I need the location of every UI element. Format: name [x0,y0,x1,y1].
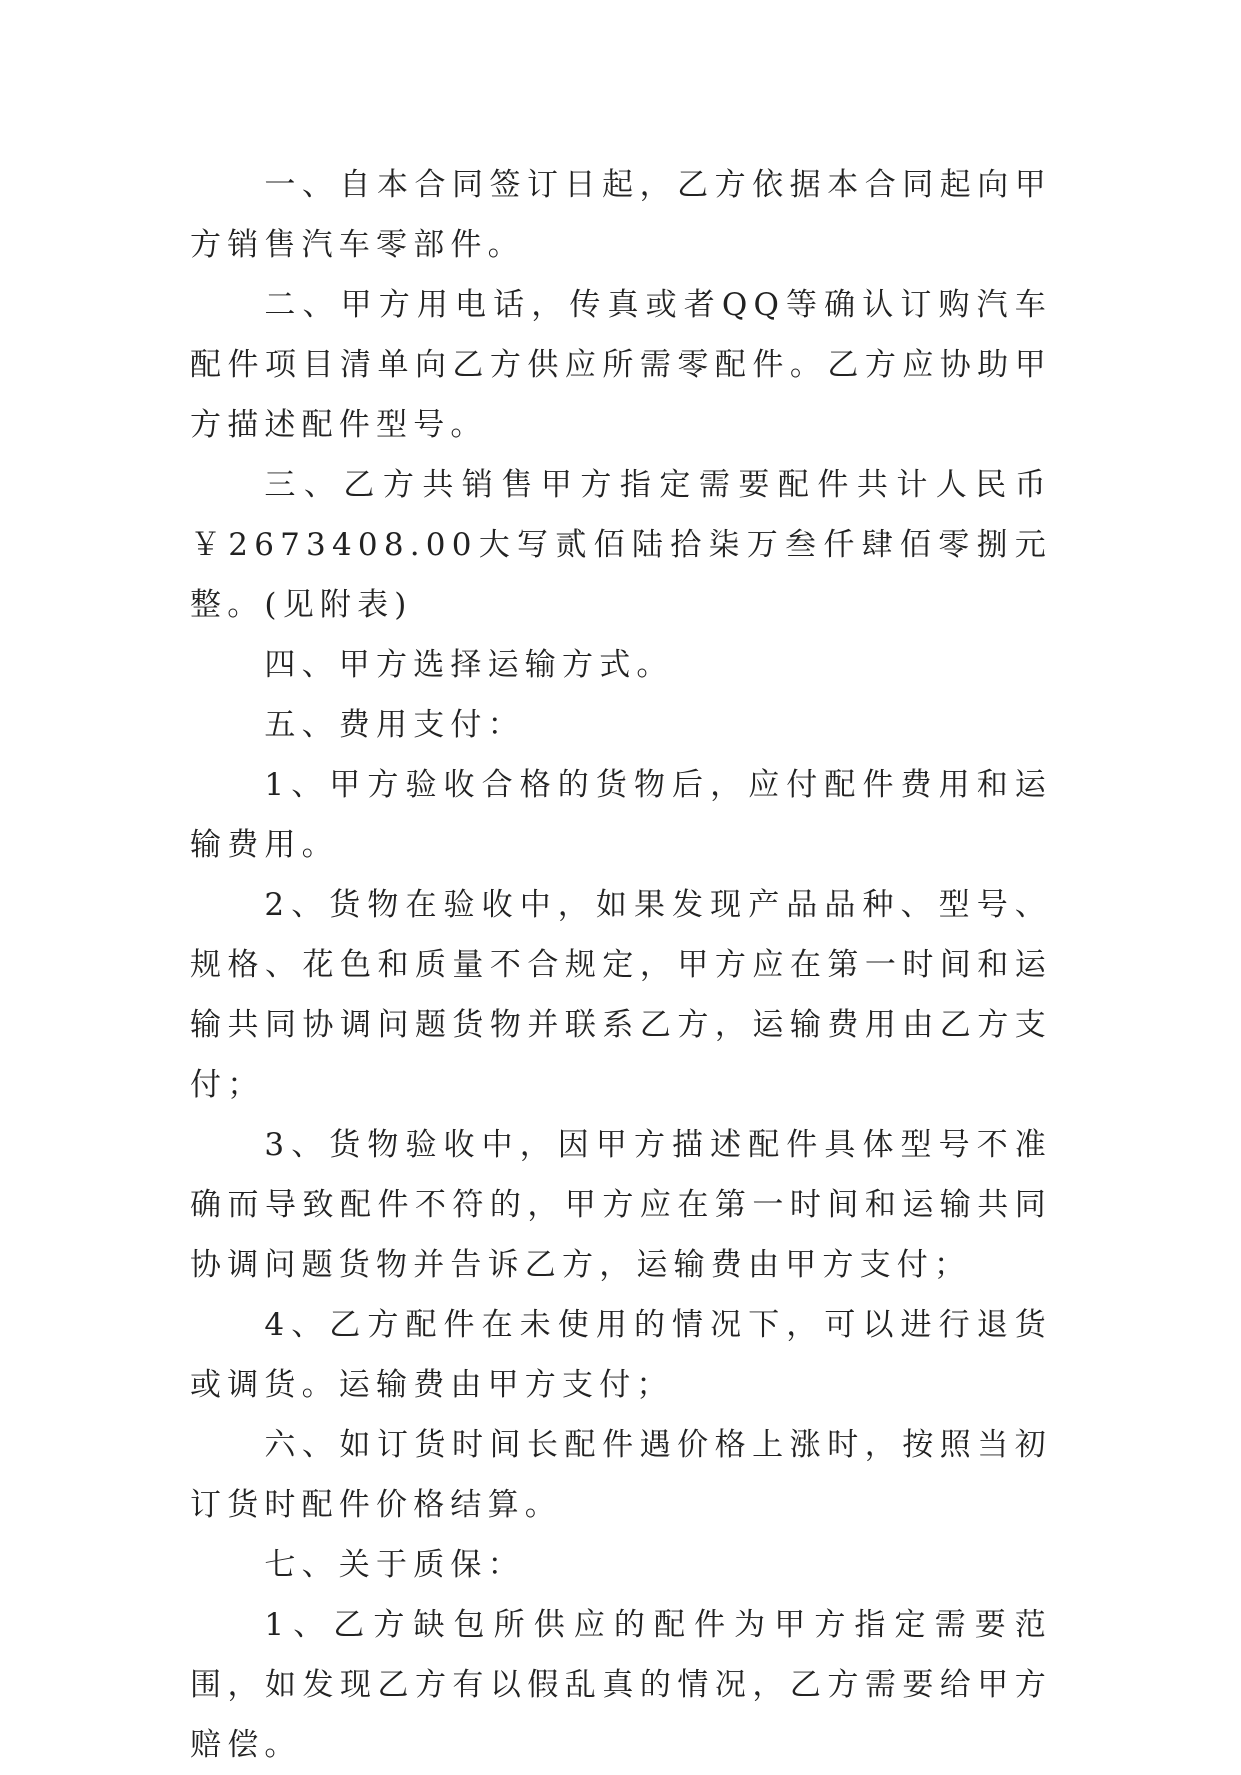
clause-5-item-4: 4、乙方配件在未使用的情况下，可以进行退货或调货。运输费由甲方支付； [190,1307,1052,1403]
clause-5-item-3: 3、货物验收中，因甲方描述配件具体型号不准确而导致配件不符的，甲方应在第一时间和运输共同协调问题货物并告诉乙方，运输费由甲方支付； [190,1127,1052,1283]
clause-5-item-1: 1、甲方验收合格的货物后，应付配件费用和运输费用。 [190,767,1052,863]
clause-7-item-1: 1、乙方缺包所供应的配件为甲方指定需要范围，如发现乙方有以假乱真的情况，乙方需要给甲方赔偿。 [190,1607,1052,1763]
clause-4: 四、甲方选择运输方式。 [264,647,674,683]
clause-5-heading: 五、费用支付： [264,707,525,743]
clause-6: 六、如订货时间长配件遇价格上涨时，按照当初订货时配件价格结算。 [190,1427,1052,1523]
clause-5-item-2: 2、货物在验收中，如果发现产品品种、型号、规格、花色和质量不合规定，甲方应在第一时间和运输共同协调问题货物并联系乙方，运输费用由乙方支付； [190,887,1052,1103]
clause-2: 二、甲方用电话，传真或者QQ等确认订购汽车配件项目清单向乙方供应所需零配件。乙方应协助甲方描述配件型号。 [190,287,1052,443]
clause-7-heading: 七、关于质保： [264,1547,525,1583]
clause-1: 一、自本合同签订日起，乙方依据本合同起向甲方销售汽车零部件。 [190,167,1052,263]
clause-3: 三、乙方共销售甲方指定需要配件共计人民币￥2673408.00大写贰佰陆拾柒万叁仟肆佰零捌元整。(见附表) [190,467,1052,623]
contract-body [190,155,1052,1775]
